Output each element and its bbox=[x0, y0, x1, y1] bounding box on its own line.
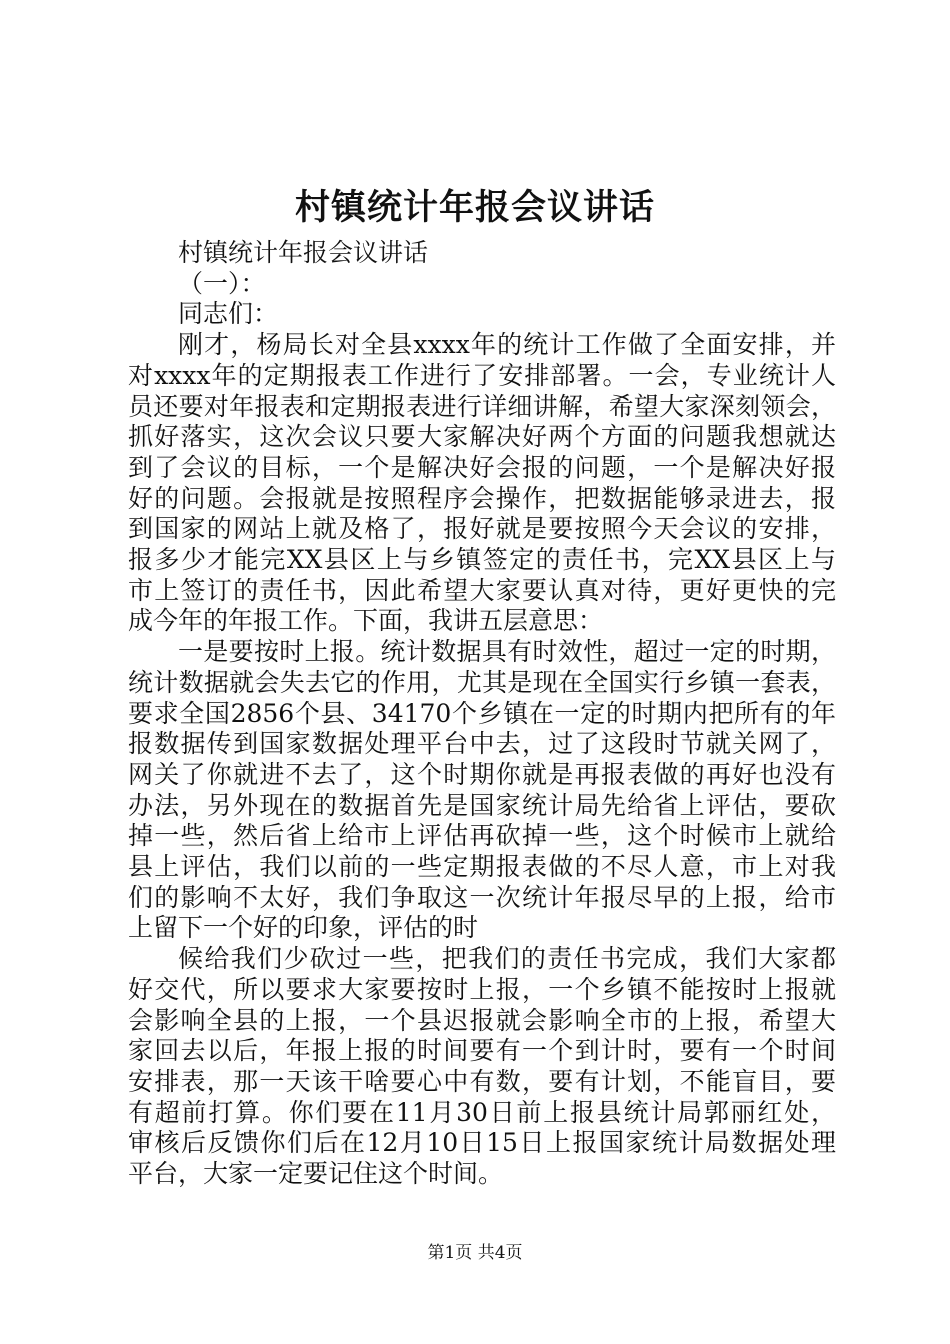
text-line: 到国家的网站上就及格了，报好就是要按照今天会议的安排， bbox=[128, 514, 836, 544]
text-line: 安排表，那一天该干啥要心中有数，要有计划，不能盲目，要 bbox=[128, 1066, 836, 1096]
document-body bbox=[128, 238, 836, 1190]
text-line: 对xxxx年的定期报表工作进行了安排部署。一会，专业统计人 bbox=[128, 360, 836, 390]
document-title: 村镇统计年报会议讲话 bbox=[294, 187, 655, 228]
text-line: 市上签订的责任书，因此希望大家要认真对待，更好更快的完 bbox=[128, 575, 836, 605]
text-line: 统计数据就会失去它的作用，尤其是现在全国实行乡镇一套表， bbox=[128, 667, 836, 697]
text-line: 一是要按时上报。统计数据具有时效性，超过一定的时期， bbox=[178, 637, 836, 667]
text-line: 好的问题。会报就是按照程序会操作，把数据能够录进去，报 bbox=[128, 483, 836, 513]
text-line: （一）： bbox=[178, 268, 266, 298]
text-line: 成今年的年报工作。下面，我讲五层意思： bbox=[128, 606, 604, 636]
text-line: 审核后反馈你们后在12月10日15日上报国家统计局数据处理 bbox=[128, 1128, 836, 1158]
text-line: 候给我们少砍过一些，把我们的责任书完成，我们大家都 bbox=[178, 944, 836, 974]
text-line: 有超前打算。你们要在11月30日前上报县统计局郭丽红处， bbox=[128, 1097, 836, 1127]
text-line: 上留下一个好的印象，评估的时 bbox=[128, 913, 479, 943]
text-line: 会影响全县的上报，一个县迟报就会影响全市的上报，希望大 bbox=[128, 1005, 836, 1035]
text-line: 掉一些，然后省上给市上评估再砍掉一些，这个时候市上就给 bbox=[128, 821, 836, 851]
text-line: 报数据传到国家数据处理平台中去，过了这段时节就关网了， bbox=[128, 729, 836, 759]
text-line: 报多少才能完XX县区上与乡镇签定的责任书，完XX县区上与 bbox=[128, 545, 836, 575]
text-line: 县上评估，我们以前的一些定期报表做的不尽人意，市上对我 bbox=[128, 852, 836, 882]
text-line: 好交代，所以要求大家要按时上报，一个乡镇不能按时上报就 bbox=[128, 974, 836, 1004]
text-line: 平台，大家一定要记住这个时间。 bbox=[128, 1159, 504, 1189]
text-line: 同志们： bbox=[178, 299, 279, 329]
text-line: 网关了你就进不去了，这个时期你就是再报表做的再好也没有 bbox=[128, 759, 836, 789]
text-line: 刚才，杨局长对全县xxxx年的统计工作做了全面安排，并 bbox=[178, 330, 836, 360]
page-footer: 第1页 共4页 bbox=[427, 1243, 523, 1263]
text-line: 到了会议的目标，一个是解决好会报的问题，一个是解决好报 bbox=[128, 452, 836, 482]
text-line: 们的影响不太好，我们争取这一次统计年报尽早的上报，给市 bbox=[128, 882, 836, 912]
text-line: 办法，另外现在的数据首先是国家统计局先给省上评估，要砍 bbox=[128, 790, 836, 820]
text-line: 抓好落实，这次会议只要大家解决好两个方面的问题我想就达 bbox=[128, 422, 836, 452]
text-line: 家回去以后，年报上报的时间要有一个到计时，要有一个时间 bbox=[128, 1036, 836, 1066]
text-line: 要求全国2856个县、34170个乡镇在一定的时期内把所有的年 bbox=[128, 698, 836, 728]
text-line: 员还要对年报表和定期报表进行详细讲解，希望大家深刻领会， bbox=[128, 391, 836, 421]
text-line: 村镇统计年报会议讲话 bbox=[178, 238, 429, 267]
